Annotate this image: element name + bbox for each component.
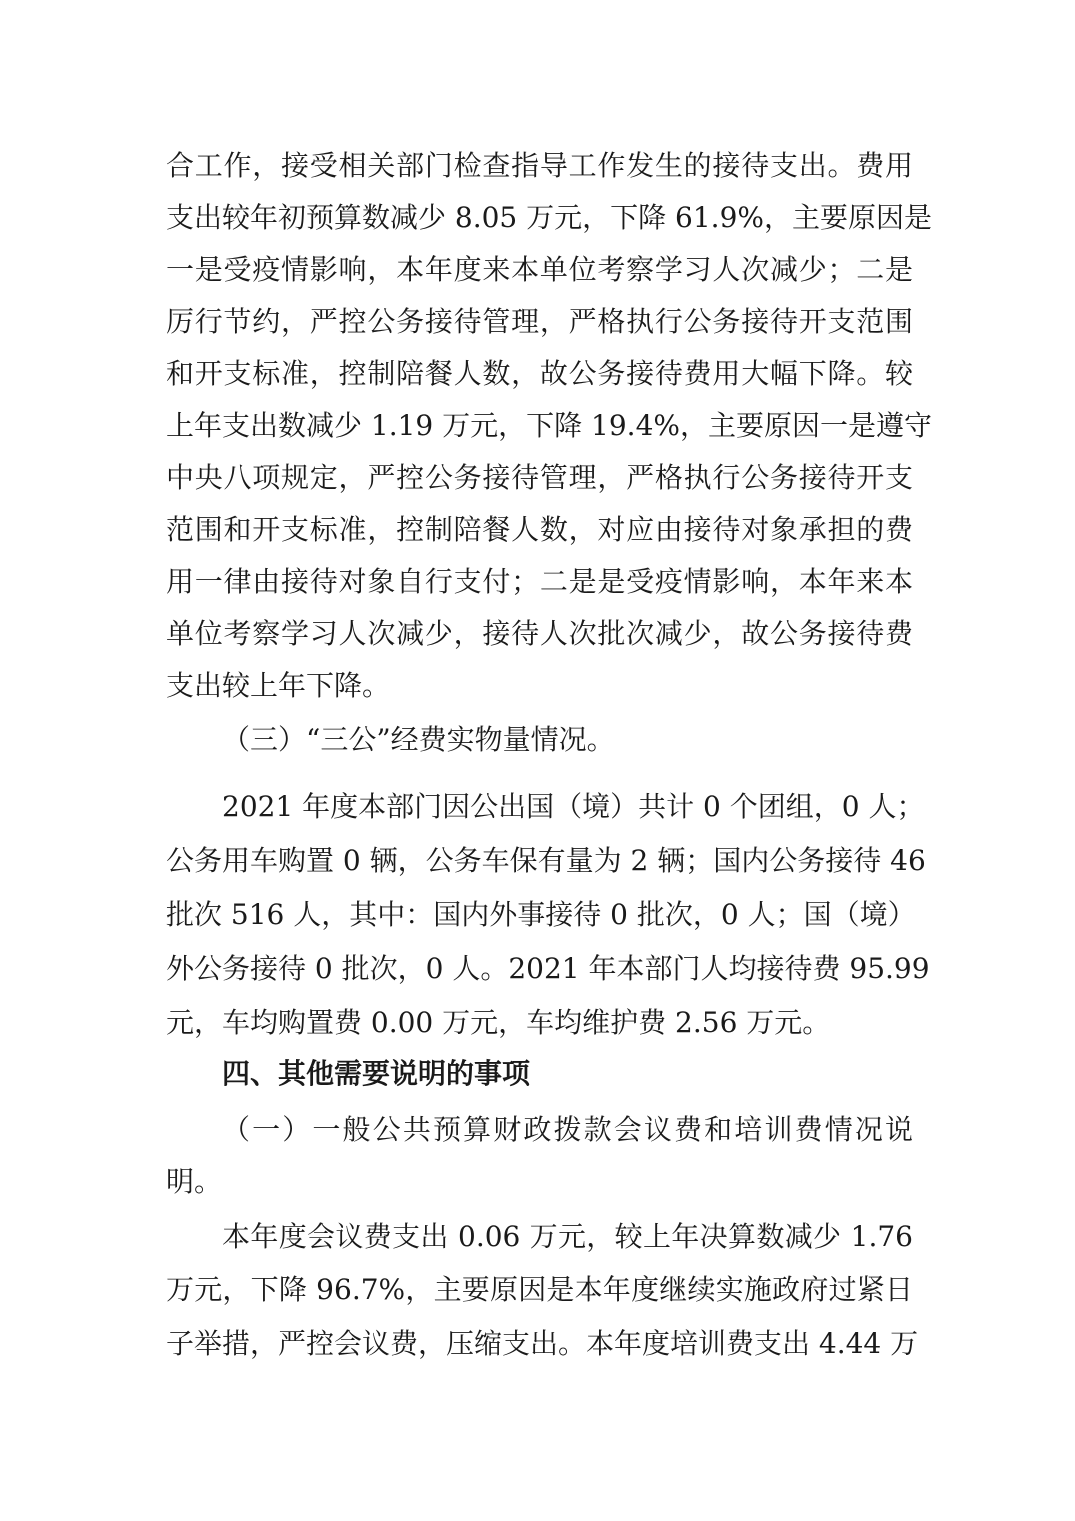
paragraph-line: 外公务接待 0 批次，0 人。2021 年本部门人均接待费 95.99 (166, 952, 930, 985)
paragraph-line: 本年度会议费支出 0.06 万元，较上年决算数减少 1.76 (222, 1220, 913, 1253)
paragraph-line: 厉行节约，严控公务接待管理，严格执行公务接待开支范围 (166, 305, 913, 338)
paragraph-line: 万元，下降 96.7%，主要原因是本年度继续实施政府过紧日 (166, 1273, 913, 1306)
paragraph-line: 支出较上年下降。 (166, 669, 391, 702)
paragraph-line: 和开支标准，控制陪餐人数，故公务接待费用大幅下降。较 (166, 357, 913, 390)
paragraph-line: 2021 年度本部门因公出国（境）共计 0 个团组，0 人； (222, 790, 925, 823)
paragraph-line: 单位考察学习人次减少，接待人次批次减少，故公务接待费 (166, 617, 913, 650)
paragraph-line: 中央八项规定，严控公务接待管理，严格执行公务接待开支 (166, 461, 913, 494)
paragraph-line: 一是受疫情影响，本年度来本单位考察学习人次减少；二是 (166, 253, 913, 286)
section-heading-3: （三）“三公”经费实物量情况。 (222, 723, 615, 756)
paragraph-line: 批次 516 人，其中：国内外事接待 0 批次，0 人；国（境） (166, 898, 916, 931)
paragraph-line: 元，车均购置费 0.00 万元，车均维护费 2.56 万元。 (166, 1006, 831, 1039)
subheading-line: （一）一般公共预算财政拨款会议费和培训费情况说 (222, 1113, 913, 1146)
paragraph-line: 上年支出数减少 1.19 万元，下降 19.4%，主要原因一是遵守 (166, 409, 932, 442)
subheading-line: 明。 (166, 1165, 223, 1198)
paragraph-line: 范围和开支标准，控制陪餐人数，对应由接待对象承担的费 (166, 513, 913, 546)
section-heading-4: 四、其他需要说明的事项 (222, 1057, 531, 1090)
paragraph-line: 用一律由接待对象自行支付；二是是受疫情影响，本年来本 (166, 565, 913, 598)
paragraph-line: 支出较年初预算数减少 8.05 万元，下降 61.9%，主要原因是 (166, 201, 932, 234)
paragraph-line: 合工作，接受相关部门检查指导工作发生的接待支出。费用 (166, 149, 913, 182)
paragraph-line: 公务用车购置 0 辆，公务车保有量为 2 辆；国内公务接待 46 (166, 844, 926, 877)
paragraph-line: 子举措，严控会议费，压缩支出。本年度培训费支出 4.44 万 (166, 1327, 919, 1360)
